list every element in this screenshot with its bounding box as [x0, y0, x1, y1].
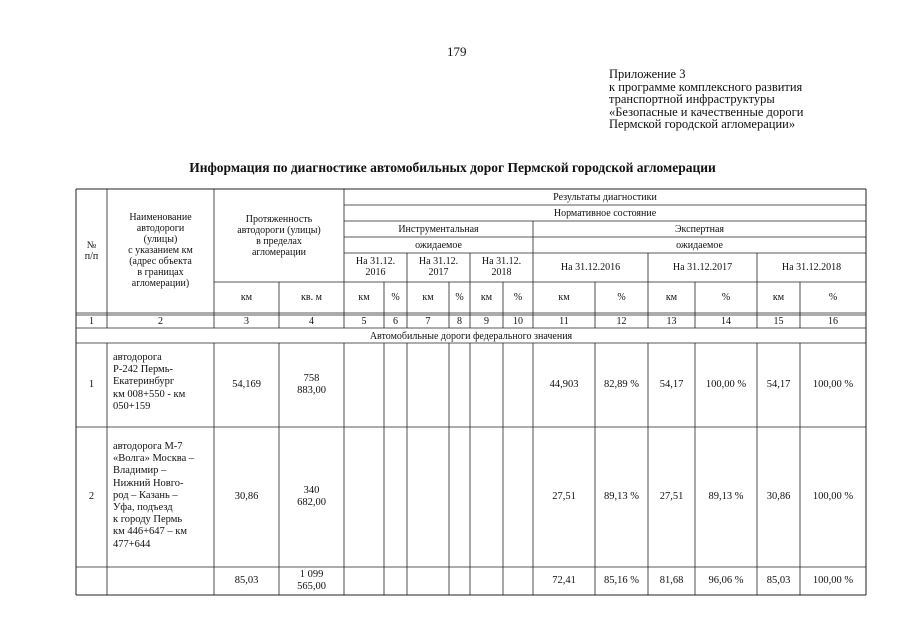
- column-number: 13: [666, 316, 677, 327]
- column-number: 14: [721, 316, 731, 327]
- total-exp2018-pct: 100,00 %: [812, 575, 854, 586]
- row-1-exp2017-km: 54,17: [659, 379, 684, 390]
- row-2-exp2018-km: 30,86: [766, 491, 791, 502]
- appendix-line: транспортной инфраструктуры: [609, 92, 775, 106]
- row-1-exp2018-km: 54,17: [766, 379, 791, 390]
- unit-pct: %: [617, 291, 626, 303]
- column-number: 4: [309, 316, 314, 327]
- column-number: 9: [484, 316, 489, 327]
- row-2-num: 2: [88, 491, 95, 502]
- unit-pct: %: [391, 291, 400, 303]
- column-number: 10: [513, 316, 523, 327]
- header-date-2017-instr: На 31.12. 2017: [418, 256, 459, 278]
- header-date-2018-instr: На 31.12. 2018: [481, 256, 522, 278]
- unit-pct: %: [721, 291, 731, 303]
- unit-pct: %: [828, 291, 838, 303]
- unit-km: км: [772, 291, 785, 303]
- appendix-line: к программе комплексного развития: [609, 79, 803, 94]
- row-1-km: 54,169: [232, 379, 261, 390]
- header-expected-instrumental: ожидаемое: [415, 239, 462, 251]
- column-number: 11: [559, 316, 569, 327]
- row-2-exp2017-km: 27,51: [659, 491, 684, 502]
- column-number: 12: [616, 316, 627, 327]
- header-normative: Нормативное состояние: [553, 207, 657, 219]
- column-number: 15: [773, 316, 784, 327]
- section-title: Автомобильные дороги федерального значения: [369, 330, 573, 342]
- unit-pct: %: [513, 291, 523, 303]
- header-length: Протяженность автодороги (улицы) в пределах агломерации: [237, 213, 321, 258]
- column-number: 16: [828, 316, 838, 327]
- unit-km: км: [240, 291, 253, 303]
- total-exp2017-km: 81,68: [659, 575, 684, 586]
- header-expert: Экспертная: [674, 223, 725, 235]
- appendix-line: Пермской городской агломерации»: [609, 117, 796, 131]
- column-number: 7: [425, 316, 431, 327]
- unit-km: км: [358, 291, 370, 303]
- row-2-exp2016-km: 27,51: [552, 491, 576, 502]
- header-date-2018-expert: На 31.12.2018: [781, 262, 842, 273]
- total-exp2016-pct: 85,16 %: [604, 575, 639, 586]
- column-number: 8: [457, 316, 462, 327]
- total-exp2016-km: 72,41: [552, 575, 576, 586]
- row-1-exp2016-km: 44,903: [549, 379, 579, 390]
- row-1-sqm: 758 883,00: [297, 373, 326, 396]
- column-number: 6: [393, 316, 398, 327]
- unit-km: км: [558, 291, 570, 303]
- unit-km: км: [480, 291, 493, 303]
- header-results: Результаты диагностики: [553, 191, 657, 203]
- row-1-name: автодорога Р-242 Пермь- Екатеринбург км 008+550 - км 050+159: [113, 352, 186, 412]
- row-1-exp2016-pct: 82,89 %: [604, 379, 639, 390]
- unit-km: км: [665, 291, 678, 303]
- column-number: 3: [244, 316, 249, 327]
- row-2-exp2017-pct: 89,13 %: [708, 491, 744, 502]
- row-2-exp2018-pct: 100,00 %: [812, 491, 854, 502]
- column-number: 1: [89, 316, 94, 327]
- header-expected-expert: ожидаемое: [676, 239, 723, 251]
- unit-km: км: [422, 291, 434, 303]
- header-date-2016-expert: На 31.12.2016: [560, 262, 621, 273]
- header-num: № п/п: [84, 240, 99, 262]
- appendix-line: Приложение 3: [609, 67, 686, 81]
- total-km: 85,03: [234, 575, 259, 586]
- header-date-2017-expert: На 31.12.2017: [672, 262, 733, 273]
- header-instrumental: Инструментальная: [398, 223, 479, 235]
- total-exp2018-km: 85,03: [766, 575, 791, 586]
- appendix-line: «Безопасные и качественные дороги: [609, 104, 804, 119]
- row-2-name: автодорога М-7 «Волга» Москва – Владимир – Нижний Новго- род – Казань – Уфа, подъезд к городу Пермь км 446+647 – км 477+644: [113, 441, 195, 550]
- unit-sqm: кв. м: [301, 291, 322, 303]
- column-number: 5: [361, 316, 367, 327]
- document-title: Информация по диагностике автомобильных дорог Пермской городской агломерации: [189, 160, 716, 175]
- total-sqm: 1 099 565,00: [297, 569, 326, 592]
- header-name: Наименование автодороги (улицы) с указанием км (адрес объекта в границах агломерации): [128, 211, 193, 289]
- row-2-exp2016-pct: 89,13 %: [604, 491, 639, 502]
- header-date-2016-instr: На 31.12. 2016: [355, 256, 396, 278]
- row-1-exp2018-pct: 100,00 %: [812, 379, 854, 390]
- column-number: 2: [158, 316, 163, 327]
- unit-pct: %: [455, 291, 464, 303]
- total-exp2017-pct: 96,06 %: [708, 575, 744, 586]
- row-2-km: 30,86: [234, 491, 259, 502]
- page-number: 179: [447, 44, 467, 59]
- row-2-sqm: 340 682,00: [297, 485, 326, 508]
- row-1-num: 1: [88, 379, 95, 390]
- row-1-exp2017-pct: 100,00 %: [705, 379, 747, 390]
